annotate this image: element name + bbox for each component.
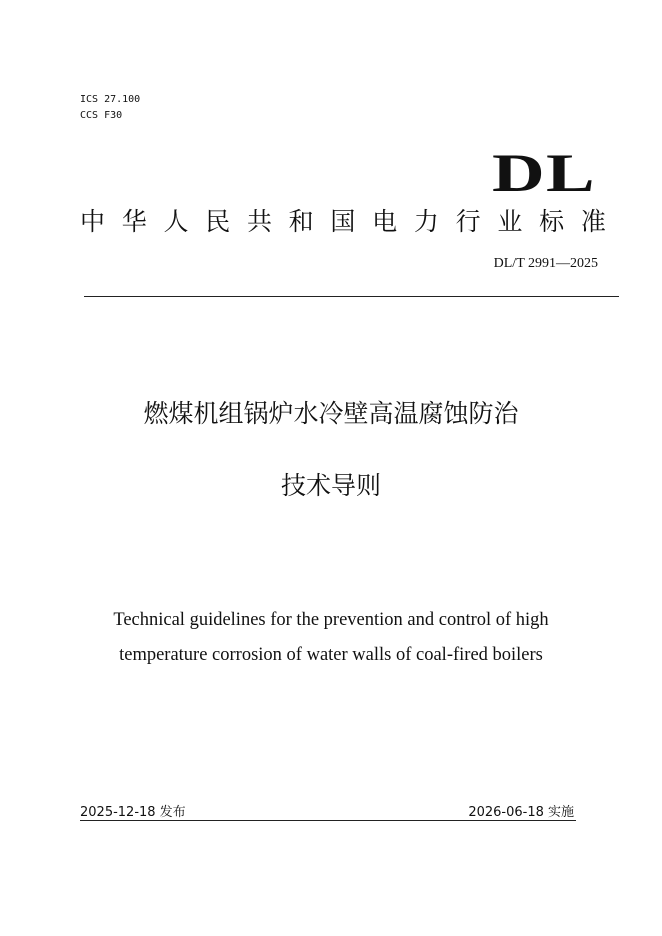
heading-char: 业 xyxy=(497,207,523,236)
ics-code: ICS 27.100 xyxy=(80,94,141,105)
dl-logo: DL xyxy=(492,143,596,203)
chinese-title-line-1: 燃煤机组锅炉水冷壁高温腐蚀防治 xyxy=(143,399,519,428)
classification-codes xyxy=(80,92,140,124)
heading-char: 力 xyxy=(413,207,439,236)
chinese-title-line-2: 技术导则 xyxy=(280,471,381,500)
heading-char: 准 xyxy=(580,207,606,236)
heading-char: 电 xyxy=(372,207,398,236)
heading-char: 民 xyxy=(205,207,231,236)
heading-char: 标 xyxy=(539,207,565,236)
heading-char: 行 xyxy=(455,207,481,236)
heading-char: 华 xyxy=(121,207,147,236)
ccs-code: CCS F30 xyxy=(80,110,123,121)
english-title-line-2: temperature corrosion of water walls of coal-fired boilers xyxy=(119,645,543,665)
header-divider xyxy=(84,296,619,297)
heading-char: 人 xyxy=(163,207,189,236)
heading-char: 中 xyxy=(80,207,106,236)
industry-standard-heading xyxy=(80,204,606,240)
issue-date: 2025-12-18 发布 xyxy=(80,805,186,820)
english-title-line-1: Technical guidelines for the prevention and control of high xyxy=(113,610,549,630)
standard-number: DL/T 2991—2025 xyxy=(493,256,598,271)
footer-divider xyxy=(80,820,576,821)
implementation-date: 2026-06-18 实施 xyxy=(468,805,574,820)
heading-char: 国 xyxy=(330,207,356,236)
heading-char: 和 xyxy=(288,207,314,236)
heading-char: 共 xyxy=(246,207,272,236)
